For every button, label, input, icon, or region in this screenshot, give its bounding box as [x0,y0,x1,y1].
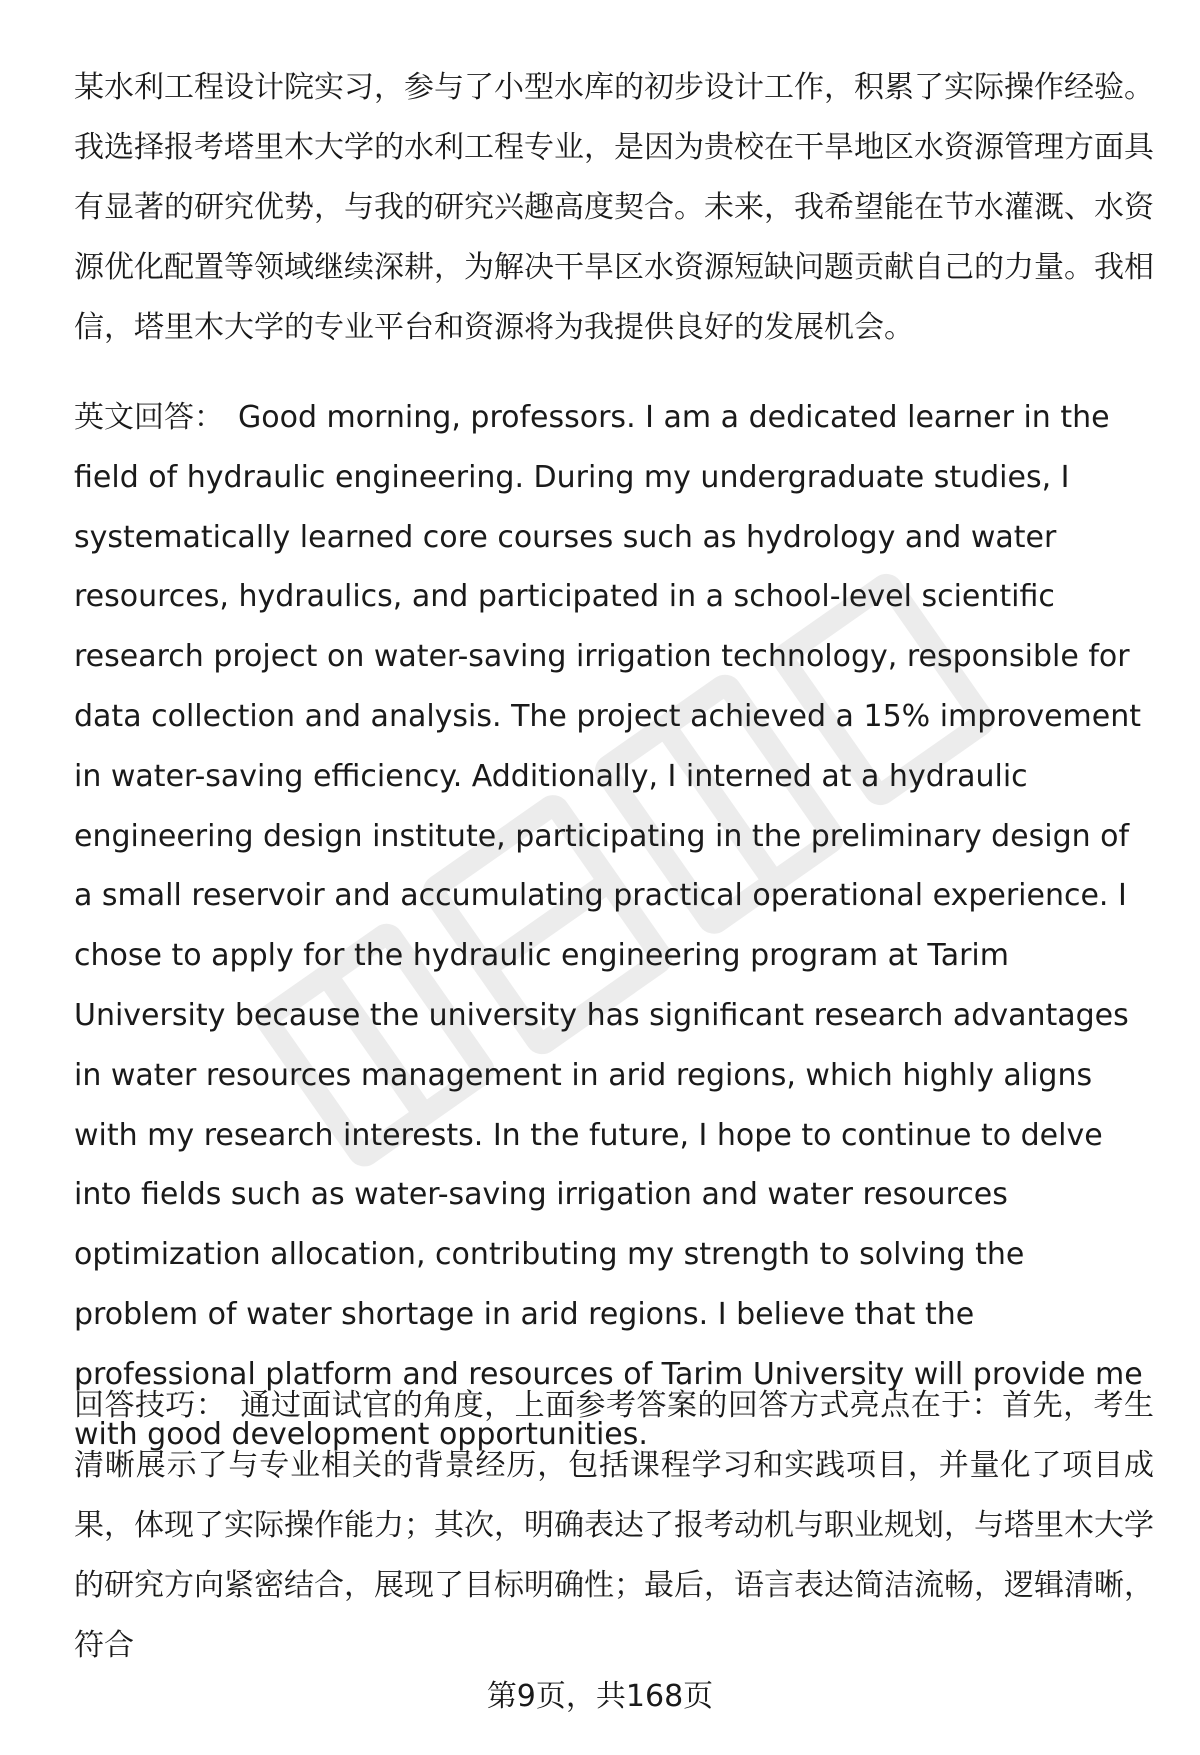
document-body [74,58,1154,1676]
english-answer-text: Good morning, professors. I am a dedicated learner in the field of hydraulic engineering. During my undergraduate studies, I systematically learned core courses such as hydrology and water resources, hydraulics, and participated in a school-level scientific research project on water-saving irrigation technology, responsible for data collection and analysis. The project achieved a 15% improvement in water-saving efficiency. Additionally, I interned at a hydraulic engineering design institute, participating in the preliminary design of a small reservoir and accumulating practical operational experience. I chose to apply for the hydraulic engineering program at Tarim University because the university has significant research advantages in water resources management in arid regions, which highly aligns with my research interests. In the future, I hope to continue to delve into fields such as water-saving irrigation and water resources optimization allocation, contributing my strength to solving the problem of water shortage in arid regions. I believe that the professional platform and resources of Tarim University will provide me with good development opportunities. [74,400,1143,1452]
answer-tips-label: 回答技巧： [74,1388,227,1423]
paragraph-chinese-continued: 某水利工程设计院实习，参与了小型水库的初步设计工作，积累了实际操作经验。我选择报考塔里木大学的水利工程专业，是因为贵校在干旱地区水资源管理方面具有显著的研究优势，与我的研究兴趣高度契合。未来，我希望能在节水灌溉、水资源优化配置等领域继续深耕，为解决干旱区水资源短缺问题贡献自己的力量。我相信，塔里木大学的专业平台和资源将为我提供良好的发展机会。 [74,70,1154,345]
answer-tips-text: 通过面试官的角度，上面参考答案的回答方式亮点在于：首先，考生清晰展示了与专业相关的背景经历，包括课程学习和实践项目，并量化了项目成果，体现了实际操作能力；其次，明确表达了报考动机与职业规划，与塔里木大学的研究方向紧密结合，展现了目标明确性；最后，语言表达简洁流畅，逻辑清晰，符合 [74,1388,1155,1663]
page-number: 第9页，共168页 [486,1679,714,1714]
answer-tips-paragraph [74,1376,1154,1676]
english-answer-label: 英文回答： [74,400,224,435]
